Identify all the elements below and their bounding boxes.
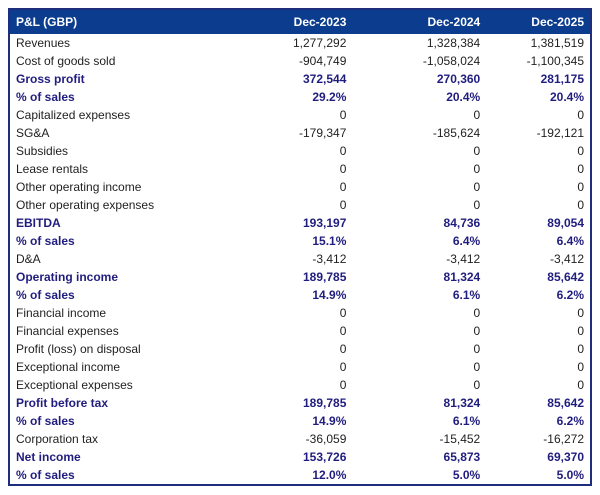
row-label: Exceptional income bbox=[16, 360, 121, 374]
row-value: 0 bbox=[339, 342, 347, 356]
row-label: Financial expenses bbox=[16, 324, 119, 338]
row-value: 6.2% bbox=[556, 288, 584, 302]
table-row bbox=[9, 160, 591, 178]
table-title: P&L (GBP) bbox=[9, 9, 230, 34]
row-label: Cost of goods sold bbox=[16, 54, 116, 68]
row-value: 6.1% bbox=[452, 288, 481, 302]
row-label: Net income bbox=[16, 450, 81, 464]
row-value: 89,054 bbox=[547, 216, 584, 230]
row-value: 65,873 bbox=[443, 450, 481, 464]
table-row bbox=[9, 286, 591, 304]
row-value: -3,412 bbox=[446, 252, 481, 266]
row-label: % of sales bbox=[16, 90, 75, 104]
row-value: 0 bbox=[473, 324, 481, 338]
row-value: 6.4% bbox=[452, 234, 481, 248]
pnl-table bbox=[8, 8, 592, 486]
table-row bbox=[9, 466, 591, 485]
row-value: -3,412 bbox=[549, 252, 584, 266]
row-value: -3,412 bbox=[312, 252, 347, 266]
row-label: Subsidies bbox=[16, 144, 69, 158]
row-value: 0 bbox=[473, 306, 481, 320]
table-row bbox=[9, 196, 591, 214]
row-value: 81,324 bbox=[443, 396, 481, 410]
row-value: 81,324 bbox=[443, 270, 481, 284]
row-value: 6.2% bbox=[556, 414, 584, 428]
row-value: 0 bbox=[577, 378, 584, 392]
row-value: 29.2% bbox=[312, 90, 347, 104]
row-value: 0 bbox=[473, 162, 481, 176]
row-value: 0 bbox=[473, 360, 481, 374]
row-value: -185,624 bbox=[432, 126, 481, 140]
row-label: % of sales bbox=[16, 234, 75, 248]
row-value: 0 bbox=[577, 108, 584, 122]
row-label: Operating income bbox=[16, 270, 119, 284]
row-value: 69,370 bbox=[547, 450, 584, 464]
row-value: 0 bbox=[473, 198, 481, 212]
row-label: Profit (loss) on disposal bbox=[16, 342, 141, 356]
row-label: Gross profit bbox=[16, 72, 85, 86]
row-value: -904,749 bbox=[299, 54, 347, 68]
column-header-dec-2023: Dec-2023 bbox=[230, 9, 352, 34]
table-row bbox=[9, 322, 591, 340]
table-row bbox=[9, 178, 591, 196]
row-value: 0 bbox=[339, 306, 347, 320]
row-value: -1,100,345 bbox=[526, 54, 584, 68]
table-row bbox=[9, 412, 591, 430]
row-label: Lease rentals bbox=[16, 162, 89, 176]
row-value: 193,197 bbox=[302, 216, 347, 230]
row-value: 85,642 bbox=[547, 270, 584, 284]
table-row bbox=[9, 268, 591, 286]
table-row bbox=[9, 88, 591, 106]
table-row bbox=[9, 448, 591, 466]
row-label: Exceptional expenses bbox=[16, 378, 133, 392]
table-row bbox=[9, 52, 591, 70]
row-label: Profit before tax bbox=[16, 396, 109, 410]
row-label: Other operating expenses bbox=[16, 198, 155, 212]
row-value: -192,121 bbox=[536, 126, 584, 140]
row-value: 0 bbox=[473, 342, 481, 356]
row-value: 189,785 bbox=[302, 270, 347, 284]
row-value: 0 bbox=[473, 180, 481, 194]
row-value: 15.1% bbox=[312, 234, 347, 248]
row-value: 1,328,384 bbox=[426, 36, 481, 50]
table-row bbox=[9, 124, 591, 142]
row-label: Corporation tax bbox=[16, 432, 99, 446]
table-row bbox=[9, 250, 591, 268]
row-value: 85,642 bbox=[547, 396, 584, 410]
row-value: 14.9% bbox=[312, 414, 347, 428]
table-row bbox=[9, 70, 591, 88]
row-value: 6.1% bbox=[452, 414, 481, 428]
row-label: Revenues bbox=[16, 36, 71, 50]
row-value: 1,277,292 bbox=[292, 36, 347, 50]
row-value: 281,175 bbox=[540, 72, 584, 86]
row-value: 0 bbox=[577, 324, 584, 338]
row-value: 153,726 bbox=[302, 450, 347, 464]
row-value: 0 bbox=[339, 378, 347, 392]
row-label: Financial income bbox=[16, 306, 107, 320]
row-value: -1,058,024 bbox=[422, 54, 481, 68]
row-label: % of sales bbox=[16, 468, 75, 482]
row-value: 0 bbox=[473, 108, 481, 122]
row-value: 270,360 bbox=[436, 72, 481, 86]
row-value: 14.9% bbox=[312, 288, 347, 302]
row-value: 0 bbox=[339, 162, 347, 176]
table-row bbox=[9, 304, 591, 322]
row-value: 372,544 bbox=[302, 72, 347, 86]
row-value: 0 bbox=[473, 378, 481, 392]
row-value: 0 bbox=[339, 180, 347, 194]
row-value: 0 bbox=[339, 324, 347, 338]
row-value: 0 bbox=[577, 180, 584, 194]
row-value: 0 bbox=[577, 342, 584, 356]
row-label: D&A bbox=[16, 252, 41, 266]
row-label: SG&A bbox=[16, 126, 50, 140]
row-value: 0 bbox=[339, 144, 347, 158]
header-row bbox=[9, 9, 591, 34]
table-body bbox=[9, 34, 591, 485]
row-value: 0 bbox=[577, 198, 584, 212]
row-value: 6.4% bbox=[556, 234, 584, 248]
row-value: 1,381,519 bbox=[530, 36, 584, 50]
row-value: 20.4% bbox=[446, 90, 481, 104]
row-value: 84,736 bbox=[443, 216, 481, 230]
column-header-dec-2024: Dec-2024 bbox=[352, 9, 486, 34]
row-value: -179,347 bbox=[299, 126, 347, 140]
table-row bbox=[9, 106, 591, 124]
table-row bbox=[9, 358, 591, 376]
row-value: -16,272 bbox=[543, 432, 584, 446]
row-value: 0 bbox=[577, 306, 584, 320]
row-value: 5.0% bbox=[452, 468, 481, 482]
row-label: EBITDA bbox=[16, 216, 61, 230]
row-label: % of sales bbox=[16, 414, 75, 428]
row-value: -36,059 bbox=[305, 432, 347, 446]
row-value: 20.4% bbox=[549, 90, 584, 104]
row-value: 12.0% bbox=[312, 468, 347, 482]
row-value: 0 bbox=[339, 360, 347, 374]
table-row bbox=[9, 214, 591, 232]
table-row bbox=[9, 34, 591, 52]
row-value: 0 bbox=[577, 144, 584, 158]
row-value: 0 bbox=[577, 360, 584, 374]
table-row bbox=[9, 376, 591, 394]
table-row bbox=[9, 430, 591, 448]
table-row bbox=[9, 142, 591, 160]
table-header bbox=[9, 9, 591, 34]
pnl-table-container bbox=[8, 8, 592, 486]
row-value: 0 bbox=[339, 108, 347, 122]
row-value: 0 bbox=[473, 144, 481, 158]
table-row bbox=[9, 340, 591, 358]
row-value: 0 bbox=[577, 162, 584, 176]
row-value: 5.0% bbox=[556, 468, 584, 482]
row-label: Other operating income bbox=[16, 180, 142, 194]
column-header-dec-2025: Dec-2025 bbox=[486, 9, 591, 34]
row-value: 189,785 bbox=[302, 396, 347, 410]
row-value: -15,452 bbox=[439, 432, 481, 446]
table-row bbox=[9, 232, 591, 250]
row-label: Capitalized expenses bbox=[16, 108, 131, 122]
row-value: 0 bbox=[339, 198, 347, 212]
table-row bbox=[9, 394, 591, 412]
row-label: % of sales bbox=[16, 288, 75, 302]
